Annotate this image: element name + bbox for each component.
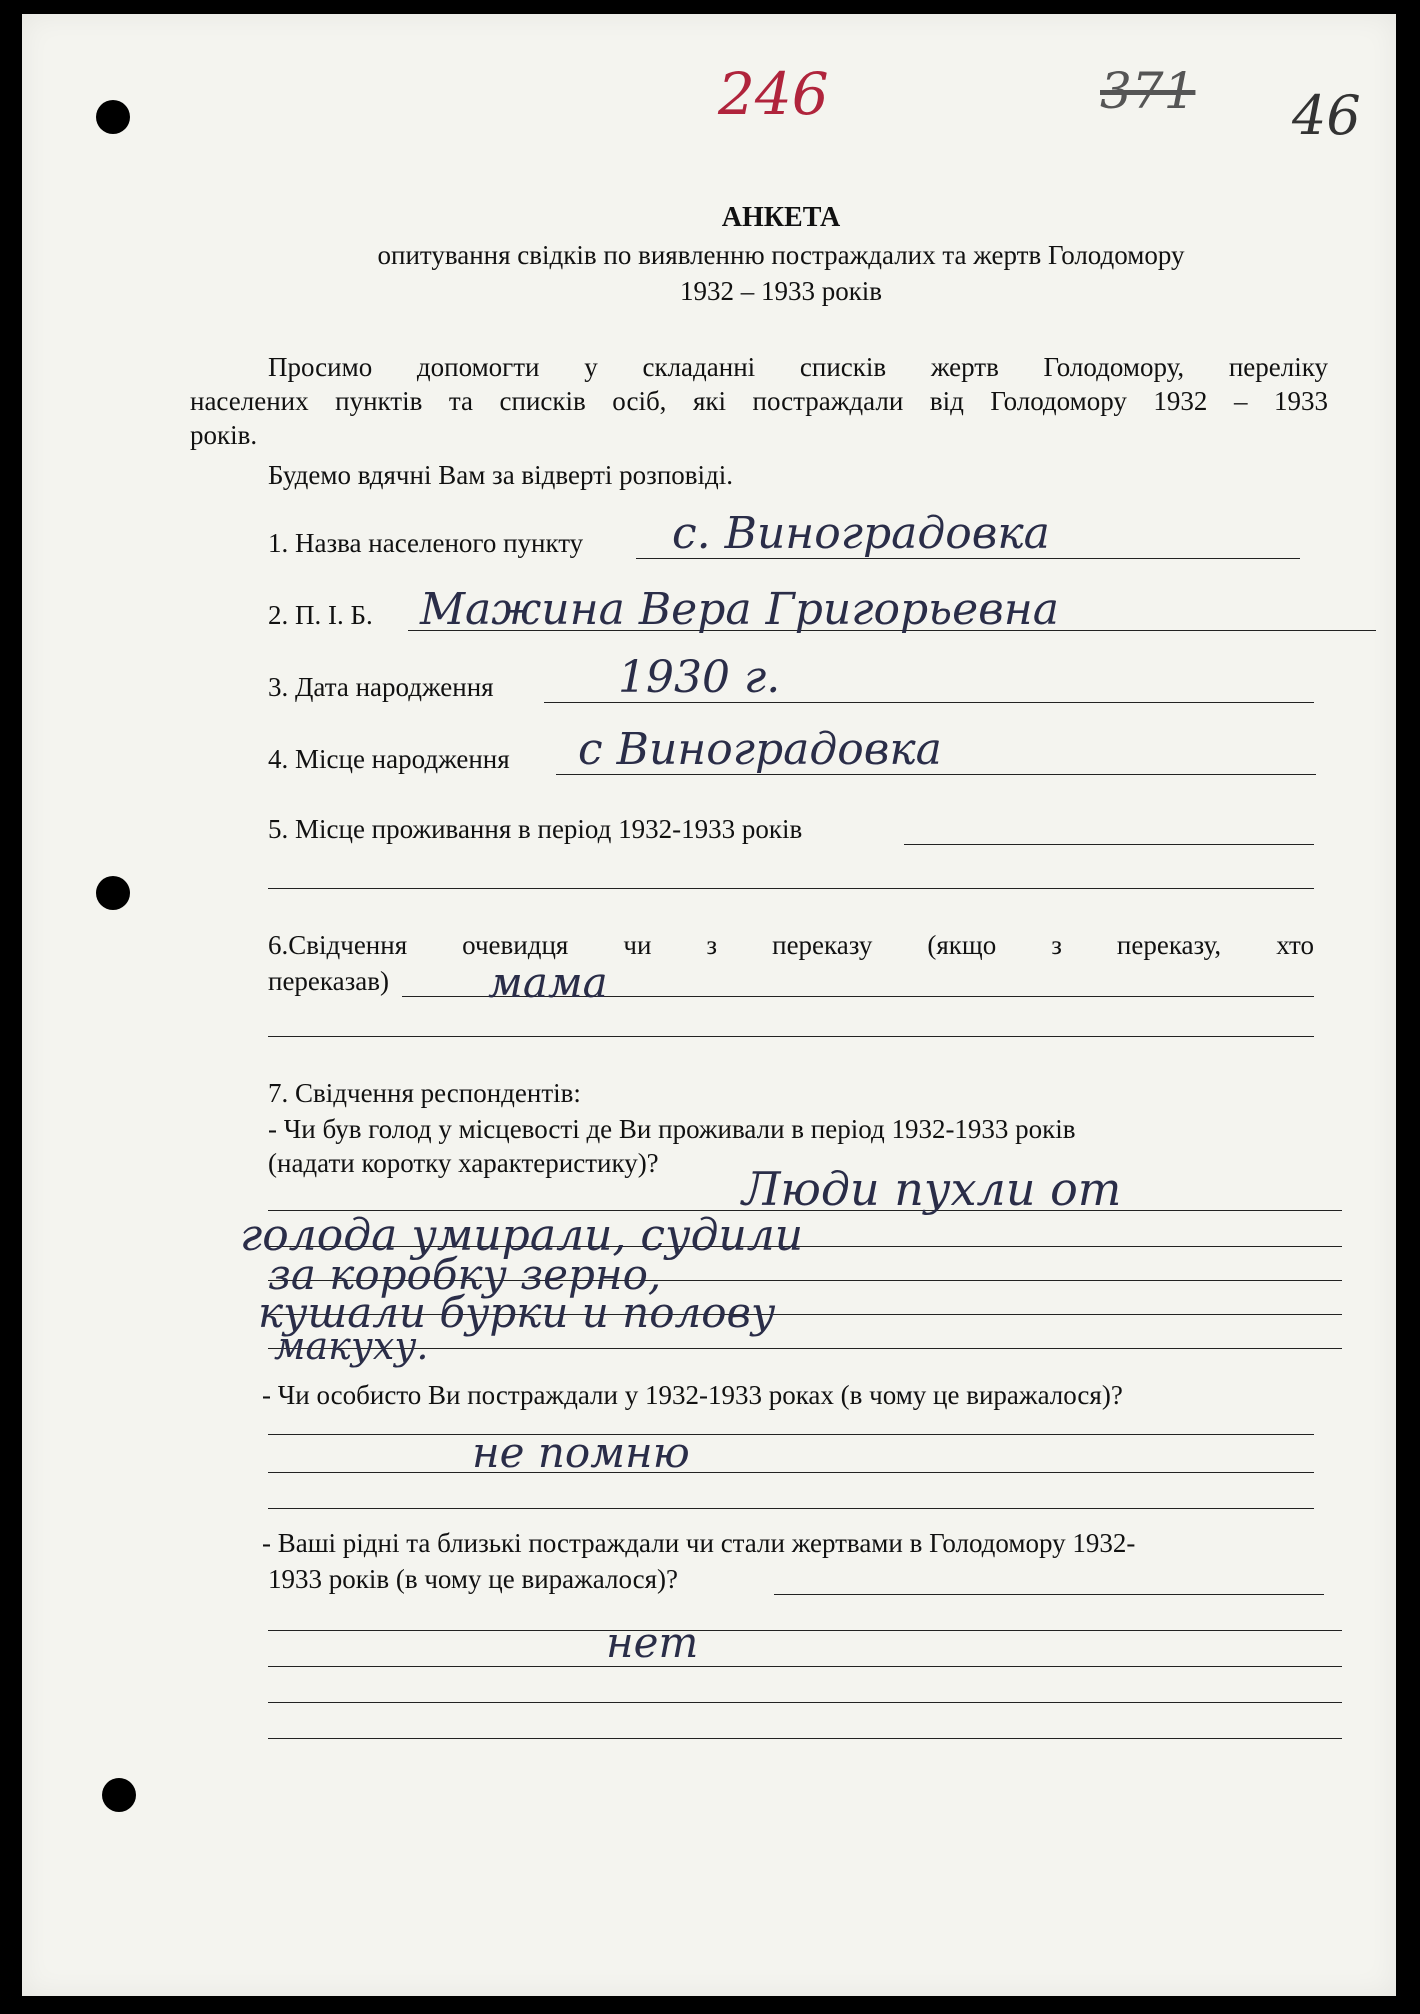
q3-answer: 1930 г. (618, 652, 781, 703)
q5-answer-line (904, 844, 1314, 845)
question-famine: - Чи був голод у місцевості де Ви проживали в період 1932-1933 років (268, 1114, 1076, 1144)
answer-line (268, 1702, 1342, 1703)
answer-line (268, 1472, 1314, 1473)
answer-line (268, 1508, 1314, 1509)
q1-label: 1. Назва населеного пункту (268, 528, 584, 558)
form-title: АНКЕТА (721, 202, 841, 233)
famine-answer-line: голода умирали, судили (240, 1210, 804, 1261)
form-subtitle: опитування свідків по виявленню постраждалих та жертв Голодомору (377, 240, 1185, 270)
answer-line (268, 1348, 1342, 1349)
archive-number-red: 246 (718, 60, 829, 128)
famine-answer-line: макуху. (274, 1324, 429, 1368)
punch-hole (102, 1778, 136, 1812)
q2-label: 2. П. І. Б. (268, 600, 373, 630)
form-years: 1932 – 1933 років (679, 276, 883, 306)
page-number: 46 (1292, 84, 1361, 147)
testimony-heading: 7. Свідчення респондентів: (268, 1078, 581, 1108)
punch-hole (96, 100, 130, 134)
archive-crossed-mark: 371 (1100, 62, 1196, 120)
q1-answer: с. Виноградовка (672, 508, 1050, 559)
famine-answer-line: за коробку зерно, (268, 1250, 662, 1299)
answer-line (268, 1434, 1314, 1435)
answer-line (774, 1594, 1324, 1595)
personal-answer: не помню (472, 1428, 690, 1477)
q4-answer: с Виноградовка (578, 724, 942, 775)
relatives-answer: нет (606, 1618, 699, 1667)
q6-answer-line (268, 1036, 1314, 1037)
q5-answer-line (268, 888, 1314, 889)
punch-hole (96, 876, 130, 910)
q6-label-continued: переказав) (268, 966, 389, 996)
q6-label: 6.Свідчення очевидця чи з переказу (якщо з переказу, хто (268, 930, 1314, 960)
famine-answer-line: Люди пухли от (742, 1162, 1122, 1216)
questionnaire-page (22, 14, 1396, 1996)
famine-answer-line: кушали бурки и полову (258, 1288, 776, 1337)
question-famine-continued: (надати коротку характеристику)? (268, 1148, 659, 1178)
intro-line: населених пунктів та списків осіб, які постраждали від Голодомору 1932 – 1933 (190, 386, 1328, 416)
q4-label: 4. Місце народження (268, 744, 510, 774)
question-personal: - Чи особисто Ви постраждали у 1932-1933 роках (в чому це виражалося)? (262, 1380, 1123, 1410)
answer-line (268, 1738, 1342, 1739)
q3-label: 3. Дата народження (268, 672, 494, 702)
question-relatives-continued: 1933 років (в чому це виражалося)? (268, 1564, 679, 1594)
q6-answer: мама (488, 958, 608, 1007)
intro-line: Просимо допомогти у складанні списків жертв Голодомору, переліку (268, 352, 1328, 382)
intro-line: років. (190, 420, 258, 450)
q2-answer: Мажина Вера Григорьевна (420, 584, 1059, 635)
answer-line (268, 1666, 1342, 1667)
intro-thanks: Будемо вдячні Вам за відверті розповіді. (268, 460, 734, 490)
q5-label: 5. Місце проживання в період 1932-1933 років (268, 814, 803, 844)
question-relatives: - Ваші рідні та близькі постраждали чи стали жертвами в Голодомору 1932- (262, 1528, 1136, 1558)
answer-line (268, 1630, 1342, 1631)
